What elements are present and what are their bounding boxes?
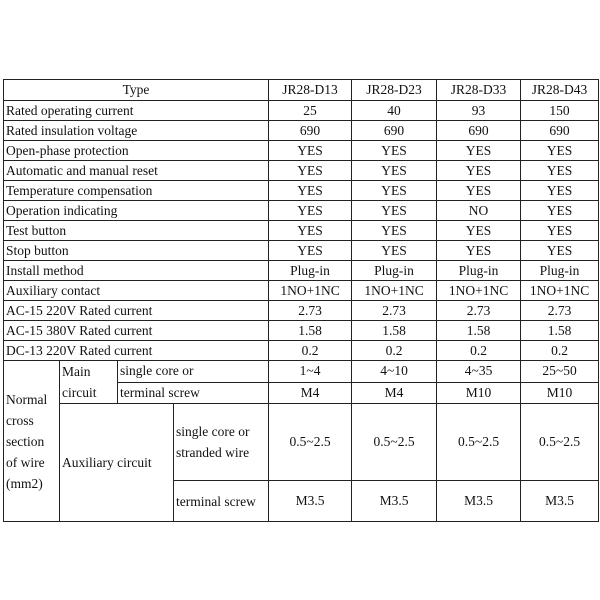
- row-label: AC-15 220V Rated current: [4, 301, 269, 321]
- table-cell: M3.5: [352, 481, 437, 522]
- row-label: Auxiliary contact: [4, 281, 269, 301]
- table-cell: 690: [352, 121, 437, 141]
- table-cell: 0.2: [437, 341, 521, 361]
- table-cell: YES: [521, 201, 599, 221]
- table-cell: YES: [352, 221, 437, 241]
- table-cell: YES: [437, 161, 521, 181]
- main-circuit-label: Main circuit: [60, 361, 118, 404]
- table-cell: M10: [521, 382, 599, 404]
- table-cell: M3.5: [521, 481, 599, 522]
- table-cell: 690: [437, 121, 521, 141]
- table-row: [4, 101, 599, 121]
- header-row: [4, 80, 599, 101]
- table-cell: 0.5~2.5: [437, 404, 521, 481]
- table-cell: 690: [521, 121, 599, 141]
- row-label: Temperature compensation: [4, 181, 269, 201]
- table-cell: Plug-in: [521, 261, 599, 281]
- row-label: Install method: [4, 261, 269, 281]
- model-header: JR28-D13: [269, 80, 352, 101]
- table-cell: 40: [352, 101, 437, 121]
- table-cell: 2.73: [437, 301, 521, 321]
- table-cell: Plug-in: [352, 261, 437, 281]
- table-cell: 2.73: [269, 301, 352, 321]
- table-cell: M4: [269, 382, 352, 404]
- table-cell: 1NO+1NC: [437, 281, 521, 301]
- row-label: Rated operating current: [4, 101, 269, 121]
- wire-main-single-core-row: [4, 361, 599, 383]
- table-row: [4, 281, 599, 301]
- model-header: JR28-D23: [352, 80, 437, 101]
- type-header: Type: [4, 80, 269, 101]
- table-cell: 1.58: [352, 321, 437, 341]
- table-cell: YES: [521, 221, 599, 241]
- table-row: [4, 221, 599, 241]
- table-cell: 1.58: [269, 321, 352, 341]
- table-cell: NO: [437, 201, 521, 221]
- table-cell: YES: [269, 241, 352, 261]
- table-cell: 1.58: [521, 321, 599, 341]
- table-row: [4, 321, 599, 341]
- table-row: [4, 121, 599, 141]
- table-row: [4, 261, 599, 281]
- row-label: Test button: [4, 221, 269, 241]
- table-cell: 0.2: [521, 341, 599, 361]
- table-cell: YES: [352, 141, 437, 161]
- table-cell: YES: [437, 141, 521, 161]
- table-cell: YES: [521, 181, 599, 201]
- table-cell: M10: [437, 382, 521, 404]
- table-cell: M3.5: [437, 481, 521, 522]
- table-cell: 1NO+1NC: [521, 281, 599, 301]
- table-cell: 1~4: [269, 361, 352, 383]
- table-cell: 1.58: [437, 321, 521, 341]
- table-cell: 150: [521, 101, 599, 121]
- model-header: JR28-D43: [521, 80, 599, 101]
- table-cell: 0.5~2.5: [521, 404, 599, 481]
- table-cell: YES: [352, 241, 437, 261]
- row-label: AC-15 380V Rated current: [4, 321, 269, 341]
- table-cell: M4: [352, 382, 437, 404]
- table-cell: 2.73: [521, 301, 599, 321]
- table-cell: YES: [352, 181, 437, 201]
- table-cell: YES: [269, 181, 352, 201]
- table-cell: 25: [269, 101, 352, 121]
- table-cell: YES: [352, 201, 437, 221]
- table-cell: YES: [521, 141, 599, 161]
- table-cell: 0.5~2.5: [352, 404, 437, 481]
- table-cell: YES: [521, 161, 599, 181]
- table-cell: 0.2: [269, 341, 352, 361]
- table-cell: YES: [269, 201, 352, 221]
- table-cell: YES: [437, 241, 521, 261]
- auxiliary-circuit-label: Auxiliary circuit: [60, 404, 174, 522]
- wire-aux-single-core-row: [4, 404, 599, 481]
- table-row: [4, 181, 599, 201]
- table-cell: Plug-in: [437, 261, 521, 281]
- row-label: Stop button: [4, 241, 269, 261]
- table-cell: 690: [269, 121, 352, 141]
- row-label: DC-13 220V Rated current: [4, 341, 269, 361]
- table-cell: 0.5~2.5: [269, 404, 352, 481]
- table-row: [4, 301, 599, 321]
- table-row: [4, 201, 599, 221]
- table-row: [4, 241, 599, 261]
- table-cell: 93: [437, 101, 521, 121]
- table-cell: YES: [269, 161, 352, 181]
- table-cell: YES: [269, 141, 352, 161]
- row-label: Operation indicating: [4, 201, 269, 221]
- row-label: Rated insulation voltage: [4, 121, 269, 141]
- aux-terminal-screw-label: terminal screw: [174, 481, 269, 522]
- table-cell: YES: [352, 161, 437, 181]
- row-label: Open-phase protection: [4, 141, 269, 161]
- table-row: [4, 141, 599, 161]
- table-row: [4, 161, 599, 181]
- table-cell: M3.5: [269, 481, 352, 522]
- table-cell: Plug-in: [269, 261, 352, 281]
- wire-section-label: Normal cross section of wire (mm2): [4, 361, 60, 522]
- aux-single-core-label: single core or stranded wire: [174, 404, 269, 481]
- specification-table: [3, 79, 599, 522]
- table-cell: 25~50: [521, 361, 599, 383]
- table-cell: YES: [437, 181, 521, 201]
- table-cell: 1NO+1NC: [352, 281, 437, 301]
- table-cell: 0.2: [352, 341, 437, 361]
- table-cell: 4~10: [352, 361, 437, 383]
- row-label: Automatic and manual reset: [4, 161, 269, 181]
- main-terminal-screw-label: terminal screw: [118, 382, 269, 404]
- table-cell: YES: [269, 221, 352, 241]
- table-cell: YES: [521, 241, 599, 261]
- table-cell: 2.73: [352, 301, 437, 321]
- table-cell: 4~35: [437, 361, 521, 383]
- main-single-core-label: single core or: [118, 361, 269, 383]
- model-header: JR28-D33: [437, 80, 521, 101]
- table-row: [4, 341, 599, 361]
- table-cell: YES: [437, 221, 521, 241]
- table-cell: 1NO+1NC: [269, 281, 352, 301]
